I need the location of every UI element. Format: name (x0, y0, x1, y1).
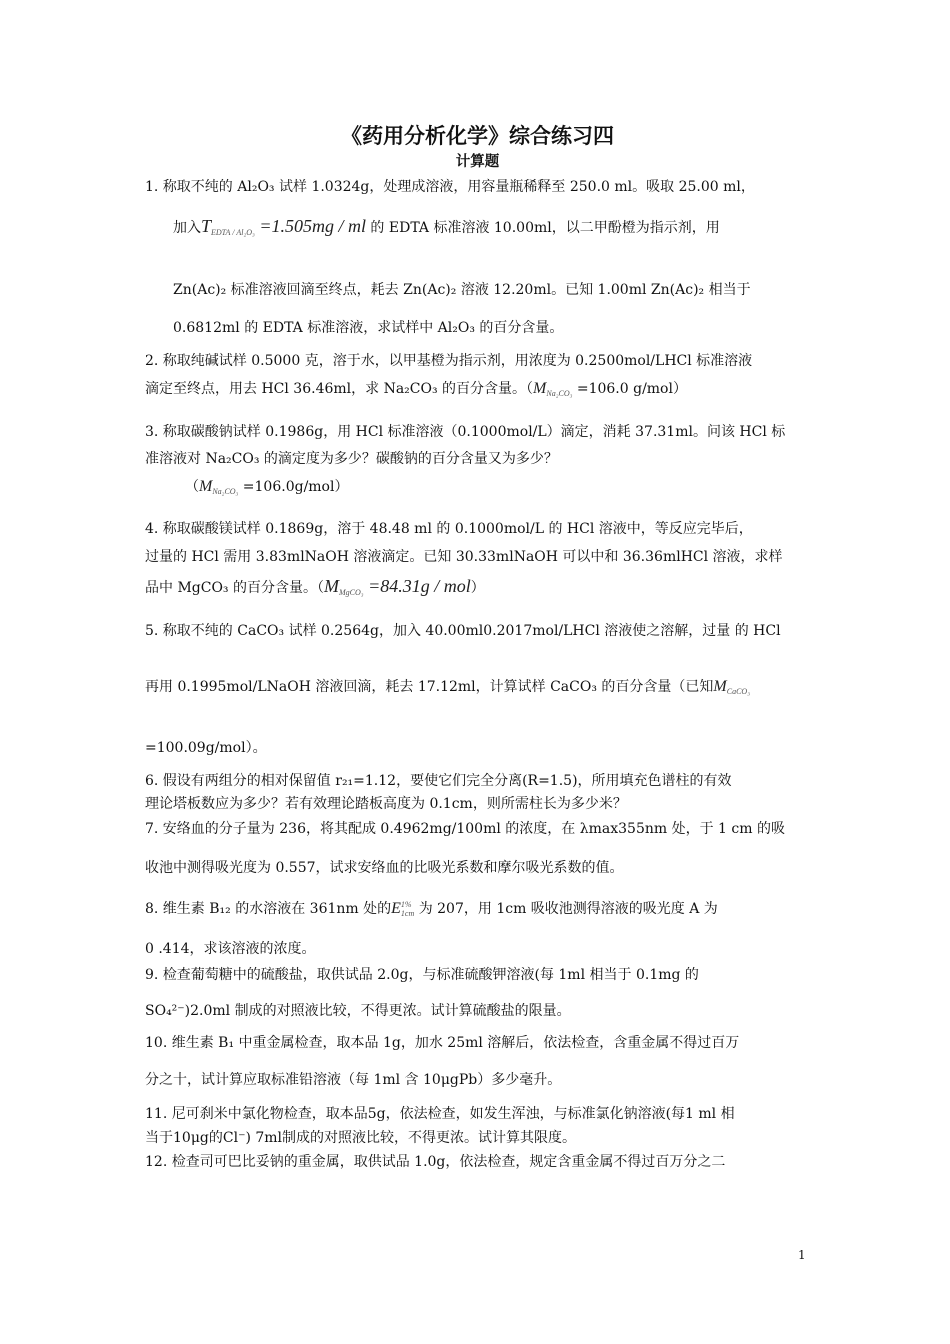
question-5 (145, 616, 810, 763)
question-7-line-1: 7. 安络血的分子量为 236，将其配成 0.4962mg/100ml 的浓度，在 λmax355nm 处，于 1 cm 的吸 (145, 821, 785, 837)
question-11-line-1: 11. 尼可刹米中氯化物检查，取本品5g，依法检查，如发生浑浊，与标准氯化钠溶液(每1 ml 相 (145, 1106, 735, 1122)
question-6-line-1: 6. 假设有两组分的相对保留值 r₂₁=1.12，要使它们完全分离(R=1.5)，所用填充色谱柱的有效 (145, 773, 732, 789)
question-1-line-3: Zn(Ac)₂ 标准溶液回滴至终点，耗去 Zn(Ac)₂ 溶液 12.20ml。已知 1.00ml Zn(Ac)₂ 相当于 (173, 282, 751, 298)
question-9 (145, 963, 810, 1025)
question-10-line-2: 分之十，试计算应取标准铅溶液（每 1ml 含 10μgPb）多少毫升。 (145, 1072, 562, 1088)
absorptivity-formula: E 1% 1cm (391, 900, 415, 919)
molar-mass-formula: $M_{MgCO_3} =84.31g$ / mol (324, 576, 471, 597)
question-10-line-1: 10. 维生素 B₁ 中重金属检查，取本品 1g，加水 25ml 溶解后，依法检查，含重金属不得过百万 (145, 1035, 740, 1051)
question-4-line-1: 4. 称取碳酸镁试样 0.1869g，溶于 48.48 ml 的 0.1000mol/L 的 HCl 溶液中，等反应完毕后， (145, 521, 753, 537)
question-11 (145, 1101, 810, 1149)
section-subtitle: 计算题 (455, 154, 500, 170)
question-12-line-1: 12. 检查司可巴比妥钠的重金属，取供试品 1.0g，依法检查，规定含重金属不得过百万分之二 (145, 1154, 726, 1170)
question-5-line-1: 5. 称取不纯的 CaCO₃ 试样 0.2564g，加入 40.00ml0.2017mol/LHCl 溶液使之溶解，过量 的 HCl (145, 623, 781, 639)
question-1 (145, 174, 810, 345)
question-8-line-2: 0 .414，求该溶液的浓度。 (145, 941, 316, 957)
question-10 (145, 1029, 810, 1095)
molar-mass-formula: $M_{CaCO_3}$ (713, 678, 750, 696)
question-2-line-1: 2. 称取纯碱试样 0.5000 克，溶于水，以甲基橙为指示剂，用浓度为 0.2500mol/LHCl 标准溶液 (145, 353, 753, 369)
question-4-line-3: 品中 MgCO₃ 的百分含量。$(M_{MgCO_3} =84.31g / mol)$ (145, 576, 485, 597)
question-1-text: 加入 (173, 220, 201, 236)
question-8-line-1: 8. 维生素 B₁₂ 的水溶液在 361nm 处的E 1% 1cm 为 207，用 1cm 吸收池测得溶液的吸光度 A 为 (145, 900, 718, 919)
question-4-line-2: 过量的 HCl 需用 3.83mlNaOH 溶液滴定。已知 30.33mlNaOH 可以中和 36.36mlHCl 溶液，求样 (145, 549, 783, 565)
titer-formula: $T_{EDTA / Al_2O_3} =1.505mg$ / ml (201, 216, 366, 237)
document-content (145, 120, 810, 1175)
question-6-line-2: 理论塔板数应为多少？若有效理论踏板高度为 0.1cm，则所需柱长为多少米？ (145, 796, 627, 812)
question-2-line-2: 滴定至终点，用去 HCl 36.46ml，求 Na₂CO₃ 的百分含量。（$M_{Na_2CO_3} =106.0$ g/mol） (145, 380, 687, 398)
molar-mass-formula: $M_{Na_2CO_3}$ (533, 380, 573, 398)
question-3-line-3: $(M_{Na_2CO_3} =106.0g/mol)$ (185, 478, 349, 496)
question-2 (145, 347, 810, 408)
question-9-line-1: 9. 检查葡萄糖中的硫酸盐，取供试品 2.0g，与标准硫酸钾溶液(每 1ml 相当于 0.1mg 的 (145, 967, 699, 983)
molar-mass-formula: $M_{Na_2CO_3}$ (199, 478, 239, 496)
question-7-line-2: 收池中测得吸光度为 0.557，试求安络血的比吸光系数和摩尔吸光系数的值。 (145, 860, 624, 876)
question-9-line-2: SO₄²⁻)2.0ml 制成的对照液比较，不得更浓。试计算硫酸盐的限量。 (145, 1003, 571, 1019)
question-3-line-1: 3. 称取碳酸钠试样 0.1986g，用 HCl 标准溶液（0.1000mol/L）滴定，消耗 37.31ml。问该 HCl 标 (145, 424, 786, 440)
question-11-line-2: 当于10μg的Cl⁻) 7ml制成的对照液比较，不得更浓。试计算其限度。 (145, 1130, 577, 1146)
question-1-line-4: 0.6812ml 的 EDTA 标准溶液，求试样中 Al₂O₃ 的百分含量。 (173, 320, 564, 336)
question-6 (145, 769, 810, 815)
question-5-line-2: 再用 0.1995mol/LNaOH 溶液回滴，耗去 17.12ml，计算试样 CaCO₃ 的百分含量（已知$M_{CaCO_3}$ (145, 678, 750, 696)
page-number: 1 (798, 1248, 806, 1262)
question-3 (145, 418, 810, 507)
question-4 (145, 515, 810, 608)
question-8 (145, 891, 810, 963)
page-title: 《药用分析化学》综合练习四 (341, 124, 614, 148)
question-5-line-3: =100.09g/mol）。 (145, 740, 267, 756)
question-1-text: 的 EDTA 标准溶液 10.00ml，以二甲酚橙为指示剂，用 (365, 220, 720, 236)
question-1-line-1: 1. 称取不纯的 Al₂O₃ 试样 1.0324g，处理成溶液，用容量瓶稀释至 250.0 ml。吸取 25.00 ml， (145, 179, 755, 195)
question-12 (145, 1149, 810, 1175)
question-3-line-2: 准溶液对 Na₂CO₃ 的滴定度为多少？碳酸钠的百分含量又为多少？ (145, 451, 558, 467)
question-7 (145, 815, 810, 883)
question-1-line-2 (145, 200, 810, 259)
